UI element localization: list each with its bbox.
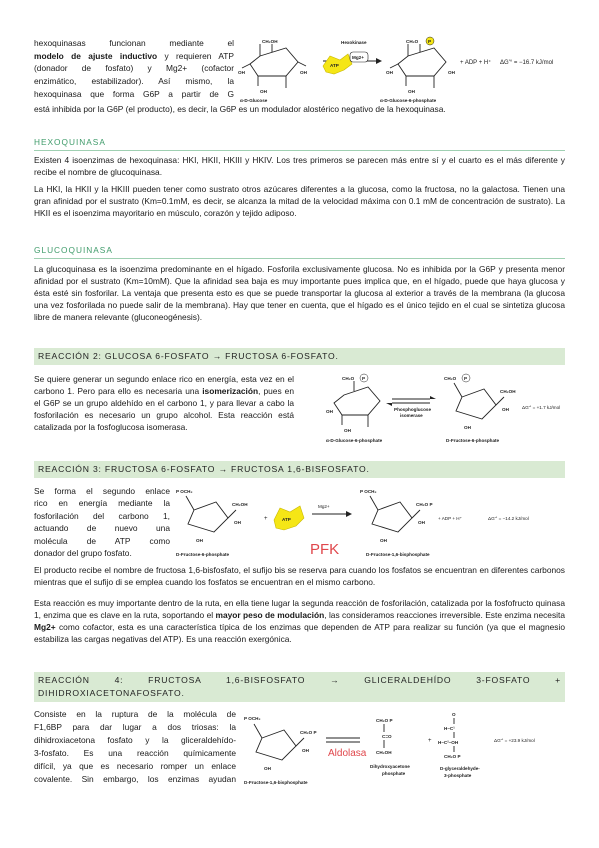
aldolasa-label: Aldolasa [328,748,367,759]
glucoquinasa-paragraph: La glucoquinasa es la isoenzima predominante en el hígado. Fosforila exclusivamente glucosa. No es inhibida por la G6P y presenta menor afinidad por el sustrato (Km=10mM). Que la afinidad sea baja es muy importante pues implica que, en el hígado, puede que haya glucosa y ésta esté sin fosforilar. La ventaja que presenta esto es que se puede transportar la glucosa al exterior a través de la membrana (la glucosa una vez fosforilada no puede salir de la membrana). Hay que tener en cuenta, que el hígado es el único tejido en el cual se sintetiza glucosa libre de manera relevante (gluconeogénesis). [34,264,565,322]
mg-label-2: Mg2+ [318,504,330,509]
reaccion-4-line-6: covalente. Sin embargo, los enzimas ayudan [34,774,236,784]
reaccion-3-p3-b: , las consideramos reacciones irreversible. Este enzima necesita [324,609,565,620]
f6p-caption-2: D-Fructose-6-phosphate [176,552,230,557]
f6p-caption: D-Fructose-6-phosphate [446,438,500,443]
svg-text:CH₂O P: CH₂O P [416,502,433,507]
svg-text:OH: OH [502,407,509,412]
svg-text:P OCH₂: P OCH₂ [244,716,261,721]
svg-text:OH: OH [238,70,245,75]
reaccion-4-heading [34,672,565,702]
mg-label: Mg2+ [352,55,364,60]
g6p-caption: α-D-Glucose-6-phosphate [326,438,383,443]
svg-text:H–C¹: H–C¹ [444,726,455,731]
intro-line-2-rest: y requieren ATP [157,50,234,61]
reaccion-3-line-5: molécula de ATP como [34,535,170,546]
svg-text:CH₂O P: CH₂O P [444,754,461,759]
reaccion-3-line-2: rico en energía mediante la [34,498,170,509]
intro-line-6: está inhibida por la G6P (el producto), es decir, la G6P es un modulador alostérico negativo de la hexoquinasa. [34,104,446,114]
svg-text:CH₂OH: CH₂OH [232,502,248,507]
svg-text:OH: OH [196,538,203,543]
svg-text:OH: OH [408,89,415,94]
pfk-products: + ADP + H⁺ [438,516,463,521]
hexoquinasa-paragraph-2: La HKI, la HKII y la HKIII pueden tener como sustrato otros azúcares diferentes a la glucosa, como la fructosa, no la galactosa. Tienen una gran afinidad por el sustrato (Km=0.1mM, es decir, se alcanza la mitad de la velocidad máxima con 0.1 mM de concentración de sustrato). La HKII es el isoenzima mayoritario en músculo, corazón y tejido adiposo. [34,184,565,218]
svg-text:OH: OH [386,70,393,75]
glucose-6-phosphate-structure [386,37,456,94]
g6p-structure [326,374,380,433]
dhap-caption-2: phosphate [382,771,406,776]
svg-text:P OCH₂: P OCH₂ [176,489,193,494]
aldolase-energy: ΔG'° = +23.9 kJ/mol [494,738,535,743]
mayor-peso-term: mayor peso de modulación [215,609,325,620]
svg-text:CH₂O P: CH₂O P [376,718,393,723]
f16bp-structure-2 [244,716,317,771]
reaccion-4-line-4: 3-fosfato. Es una reacción químicamente [34,748,236,758]
hexokinase-label: Hexokinase [341,40,367,45]
svg-text:OH: OH [448,70,455,75]
svg-text:OH: OH [264,766,271,771]
f16bp-structure [360,489,433,543]
pfk-energy: ΔG'° = −14.2 kJ/mol [488,516,529,521]
reaccion-2-paragraph [34,374,294,434]
svg-text:OH: OH [418,520,425,525]
svg-text:+: + [428,738,432,744]
gap-structure [438,712,461,759]
svg-text:H–C²–OH: H–C²–OH [438,740,459,745]
reaccion-2-text-b: , pues en el G6P se un grupo aldehído en el carbono 1, y para llevar a cabo la fosforilación es necesario un grupo alcohol. Esta reacción está catalizada por la fosfoglucosa isomerasa. [34,385,294,432]
reaccion-4-title-line-2: DIHIDROXIACETONAFOSFATO. [38,688,185,698]
svg-text:C=O: C=O [382,734,392,739]
isomerase-energy: ΔG'° = +1.7 kJ/mol [522,405,561,410]
f16bp-caption: D-Fructose-1,6-bisphosphate [366,552,430,557]
intro-line-3: (donador de fosfato) y Mg2+ (cofactor [34,63,234,74]
intro-paragraph [34,37,234,101]
intro-line-2 [34,50,234,63]
reaccion-4-line-1: Consiste en la ruptura de la molécula de [34,709,236,719]
reaccion-4-paragraph [34,708,236,786]
svg-text:OH: OH [300,70,307,75]
dhap-structure [376,718,393,755]
intro-line-4: enzimático, estabilizador). Así mismo, la [34,76,234,87]
reaccion-3-line-6: donador del grupo fosfato. [34,548,132,559]
reaccion-3-p3-c: como cofactor, esta es una característica típica de los enzimas que dependen de ATP para realizar su función (ya que el magnesio estabiliza las cargas negativas del ATP). Es una reacción exergónica. [34,621,565,644]
svg-text:P: P [362,376,366,381]
svg-text:OH: OH [344,428,351,433]
svg-text:P: P [428,39,432,44]
arrow-head [376,58,382,64]
reaccion-4-line-2: F1,6BP para dar lugar a dos triosas: la [34,722,236,732]
svg-text:+: + [264,516,268,522]
reaccion-4-line-3: dihidroxiacetona fosfato y la gliceraldehído- [34,735,236,745]
reaccion-3-p3-a: Esta reacción es muy importante dentro de la ruta, en ella tiene lugar la segunda reacción de fosforilación, catalizada por la fosfofructo quinasa 1, enzima que es clave en la ruta, soportando el [34,598,565,620]
svg-text:OH: OH [464,425,471,430]
f6p-structure-2 [176,489,248,543]
svg-text:OH: OH [260,89,267,94]
glucoquinasa-heading: GLUCOQUINASA [34,245,113,255]
hexoquinasa-heading: HEXOQUINASA [34,137,106,147]
glucose-6-phosphate-caption: α-D-Glucose-6-phosphate [380,98,437,103]
gap-caption-1: D-glyceraldehyde- [440,766,480,771]
intro-line-5: hexoquinasa que forma G6P a partir de G [34,88,234,99]
pfk-label: PFK [310,541,340,558]
mg-term: Mg2+ [34,621,56,632]
aldolase-reaction-figure [244,708,568,796]
reaccion-3-line-3: fosforilación del carbono 1, [34,510,170,521]
fig1-energy: ΔG'° = −16.7 kJ/mol [500,60,554,66]
f16bp-caption-2: D-Fructose-1,6-bisphosphate [244,780,308,785]
reaccion-3-paragraph-2: El producto recibe el nombre de fructosa 1,6-bisfosfato, el sufijo bis se reserva para cuando los fosfatos se encuentran en diferentes carbonos mientras que el sufijo di se emplea cuando los fosfatos se encuentran en el mismo carbono. [34,565,565,587]
glucose-caption: α-D-Glucose [240,98,268,103]
svg-text:P OCH₂: P OCH₂ [360,489,377,494]
reaccion-3-paragraph-1 [34,485,170,559]
svg-text:CH₂O: CH₂O [406,39,419,44]
reaccion-2-text-a: Se quiere generar un segundo enlace rico en energía, esta vez en el carbono 1. Pero para ello es necesaria una [34,374,294,396]
glucoquinasa-divider [34,258,565,259]
reaccion-2-heading: REACCIÓN 2: GLUCOSA 6-FOSFATO → FRUCTOSA 6-FOSFATO. [34,348,565,365]
svg-text:CH₂OH: CH₂OH [262,39,278,44]
reaccion-3-line-4: actuando de nuevo una [34,523,170,534]
gap-caption-2: 3-phosphate [444,773,472,778]
svg-text:CH₂O: CH₂O [342,376,355,381]
reaccion-3-paragraph-3 [34,598,565,646]
intro-line-1: hexoquinasas funcionan mediante el [34,38,234,48]
reaccion-4-line-5: difícil, ya que es necesario romper un enlace [34,761,236,771]
hexoquinasa-paragraph-1: Existen 4 isoenzimas de hexoquinasa: HKI, HKII, HKIII y HKIV. Los tres primeros se parecen más entre sí y el cuarto es el más diferente y recibe el nombre de glucoquinasa. [34,155,565,177]
reaccion-3-line-1: Se forma el segundo enlace [34,486,170,496]
svg-text:CH₂O: CH₂O [444,376,457,381]
svg-text:CH₂O P: CH₂O P [300,730,317,735]
svg-text:OH: OH [302,748,309,753]
isomerase-label-2: isomerase [400,413,423,418]
glucose-structure [238,39,308,94]
reaccion-3-heading: REACCIÓN 3: FRUCTOSA 6-FOSFATO → FRUCTOSA 1,6-BISFOSFATO. [34,461,565,478]
hexoquinasa-divider [34,150,565,151]
isomerase-label-1: Phosphoglucose [394,407,432,412]
fig1-products: + ADP + H⁺ [460,60,492,66]
pfk-reaction-figure [176,484,568,564]
f6p-structure [444,374,516,430]
svg-text:CH₂OH: CH₂OH [500,389,516,394]
svg-text:OH: OH [326,409,333,414]
atp-label: ATP [330,63,339,68]
svg-text:OH: OH [234,520,241,525]
reaccion-4-title-line-1: REACCIÓN 4: FRUCTOSA 1,6-BISFOSFATO → GLICERALDEHÍDO 3-FOSFATO + [38,675,561,685]
hexokinase-reaction-figure [238,34,568,106]
intro-bold-term: modelo de ajuste inductivo [34,50,158,61]
atp-label-2: ATP [282,517,291,522]
isomerizacion-term: isomerización [202,385,259,396]
dhap-caption-1: Dihydroxyacetone [370,764,410,769]
svg-text:CH₂OH: CH₂OH [376,750,392,755]
svg-text:OH: OH [380,538,387,543]
svg-text:P: P [464,376,468,381]
svg-text:O: O [452,712,456,717]
isomerase-reaction-figure [326,371,568,446]
